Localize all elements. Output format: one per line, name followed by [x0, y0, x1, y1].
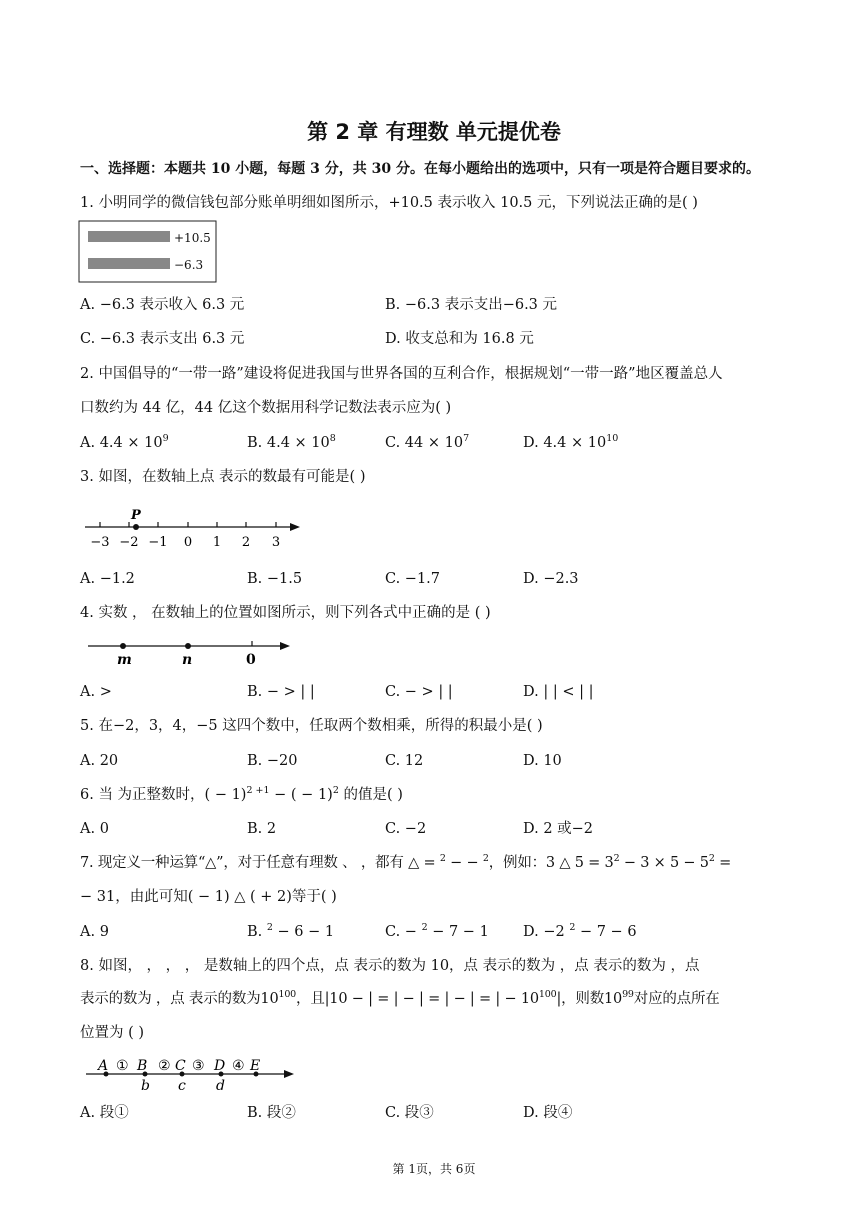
q3-option-b[interactable]: B. −1.5 — [247, 571, 303, 587]
q1-fig-label-income: +10.5 — [174, 231, 211, 245]
q8-segment-3: ③ — [192, 1058, 205, 1074]
q8-label-b: B — [137, 1058, 148, 1074]
q8-label-c-lower: c — [178, 1078, 186, 1094]
q1-option-b[interactable]: B. −6.3 表示支出−6.3 元 — [385, 297, 558, 313]
q3-tick-label: 0 — [183, 535, 193, 550]
q4-label-m: m — [117, 652, 132, 668]
q3-tick-label: 2 — [241, 535, 251, 550]
q8-option-a[interactable]: A. 段① — [80, 1105, 129, 1121]
q5-option-a[interactable]: A. 20 — [80, 753, 119, 769]
q8-label-e: E — [250, 1058, 261, 1074]
q2-option-a[interactable]: A. $4.4 \times 10^9$ — [80, 433, 169, 451]
q2-option-d[interactable]: D. $4.4 \times 10^{10}$ — [523, 433, 619, 451]
question-1-stem: 1. 小明同学的微信钱包部分账单明细如图所示，+10.5 表示收入 10.5 元，下列说法正确的是( ) — [80, 195, 698, 211]
question-3-stem: 3. 如图，在数轴上点 表示的数最有可能是( ) — [80, 469, 366, 485]
q6-option-b[interactable]: B. 2 — [247, 821, 277, 837]
question-2-stem-line1: 2. 中国倡导的“一带一路”建设将促进我国与世界各国的互利合作，根据规划“一带一路”地区覆盖总人 — [80, 366, 723, 382]
q8-option-d[interactable]: D. 段④ — [523, 1105, 573, 1121]
q3-tick-label: 1 — [212, 535, 222, 550]
q8-label-d-lower: d — [216, 1078, 225, 1094]
q7-option-c[interactable]: C. − $^2$ − 7 − 1 — [385, 922, 489, 940]
q3-tick-label: −3 — [90, 535, 110, 550]
q3-option-c[interactable]: C. −1.7 — [385, 571, 441, 587]
question-7-stem-line1: 7. 现定义一种运算“△”，对于任意有理数 、 ，都有 △ = $^2$ − − $^2$，例如：3 △ $5 = 3^2 - 3 \times 5 - 5^2$ = — [80, 853, 732, 871]
q3-point-p — [133, 524, 139, 530]
q3-option-d[interactable]: D. −2.3 — [523, 571, 579, 587]
q4-point-n — [185, 643, 191, 649]
q5-option-c[interactable]: C. 12 — [385, 753, 424, 769]
q8-option-c[interactable]: C. 段③ — [385, 1105, 434, 1121]
q6-option-c[interactable]: C. −2 — [385, 821, 427, 837]
q6-option-d[interactable]: D. 2 或−2 — [523, 821, 594, 837]
q1-bill-figure — [78, 220, 218, 284]
q1-fig-label-expense: −6.3 — [174, 258, 204, 272]
q3-tick-label: −2 — [119, 535, 139, 550]
q2-option-c[interactable]: C. $44 \times 10^7$ — [385, 433, 470, 451]
q4-label-n: n — [182, 652, 193, 668]
q5-option-d[interactable]: D. 10 — [523, 753, 562, 769]
q8-label-b-lower: b — [141, 1078, 150, 1094]
q3-option-a[interactable]: A. −1.2 — [80, 571, 135, 587]
q4-option-c[interactable]: C. − > | | — [385, 684, 453, 700]
page-title: 第 2 章 有理数 单元提优卷 — [307, 120, 561, 144]
q4-label-zero: 0 — [246, 652, 256, 668]
q4-option-a[interactable]: A. > — [80, 684, 112, 700]
question-5-stem: 5. 在−2，3，4，−5 这四个数中，任取两个数相乘，所得的积最小是( ) — [80, 718, 543, 734]
question-6-stem: 6. 当 为正整数时，( − 1)$^{2 +1}$ − ( − 1)$^2$ 的值是( ) — [80, 785, 403, 803]
q8-label-a: A — [98, 1058, 109, 1074]
q4-point-m — [120, 643, 126, 649]
q8-segment-4: ④ — [232, 1058, 245, 1074]
question-8-stem-line1: 8. 如图， ， ， ， 是数轴上的四个点，点 表示的数为 10，点 表示的数为 ，点 表示的数为 ，点 — [80, 958, 700, 974]
q8-option-b[interactable]: B. 段② — [247, 1105, 296, 1121]
q4-option-d[interactable]: D. | | < | | — [523, 684, 594, 700]
page-footer: 第 1页，共 6页 — [392, 1162, 476, 1176]
q3-tick-label: 3 — [271, 535, 281, 550]
q4-number-line — [80, 634, 300, 670]
q3-number-line — [80, 505, 310, 553]
q8-segment-1: ① — [116, 1058, 129, 1074]
q8-number-line — [84, 1052, 304, 1094]
q7-option-d[interactable]: D. −2 $^2$ − 7 − 6 — [523, 922, 637, 940]
question-7-stem-line2: − 31，由此可知( − 1) △ ( + 2)等于( ) — [80, 889, 337, 905]
q5-option-b[interactable]: B. −20 — [247, 753, 298, 769]
question-8-stem-line2: 表示的数为 ，点 表示的数为$10^{100}$，且|10 − | = | − | = | − | = | − $10^{100}|$，则数$10^{99}$对应的点所在 — [80, 989, 720, 1007]
q3-point-label: P — [131, 508, 141, 523]
question-4-stem: 4. 实数 ， 在数轴上的位置如图所示，则下列各式中正确的是 ( ) — [80, 605, 491, 621]
q3-tick-label: −1 — [148, 535, 168, 550]
q2-option-b[interactable]: B. $4.4 \times 10^8$ — [247, 433, 336, 451]
q1-option-a[interactable]: A. −6.3 表示收入 6.3 元 — [80, 297, 245, 313]
q6-option-a[interactable]: A. 0 — [80, 821, 109, 837]
q1-option-c[interactable]: C. −6.3 表示支出 6.3 元 — [80, 331, 245, 347]
q7-option-a[interactable]: A. 9 — [80, 924, 109, 940]
question-8-stem-line3: 位置为 ( ) — [80, 1025, 145, 1041]
q4-option-b[interactable]: B. − > | | — [247, 684, 315, 700]
section-heading: 一、选择题：本题共 10 小题，每题 3 分，共 30 分。在每小题给出的选项中，只有一项是符合题目要求的。 — [80, 161, 760, 177]
q8-label-c: C — [175, 1058, 186, 1074]
q7-option-b[interactable]: B. $^2$ − 6 − 1 — [247, 922, 335, 940]
question-2-stem-line2: 口数约为 44 亿，44 亿这个数据用科学记数法表示应为( ) — [80, 400, 452, 416]
q8-label-d: D — [214, 1058, 226, 1074]
q1-option-d[interactable]: D. 收支总和为 16.8 元 — [385, 331, 534, 347]
q8-segment-2: ② — [158, 1058, 171, 1074]
